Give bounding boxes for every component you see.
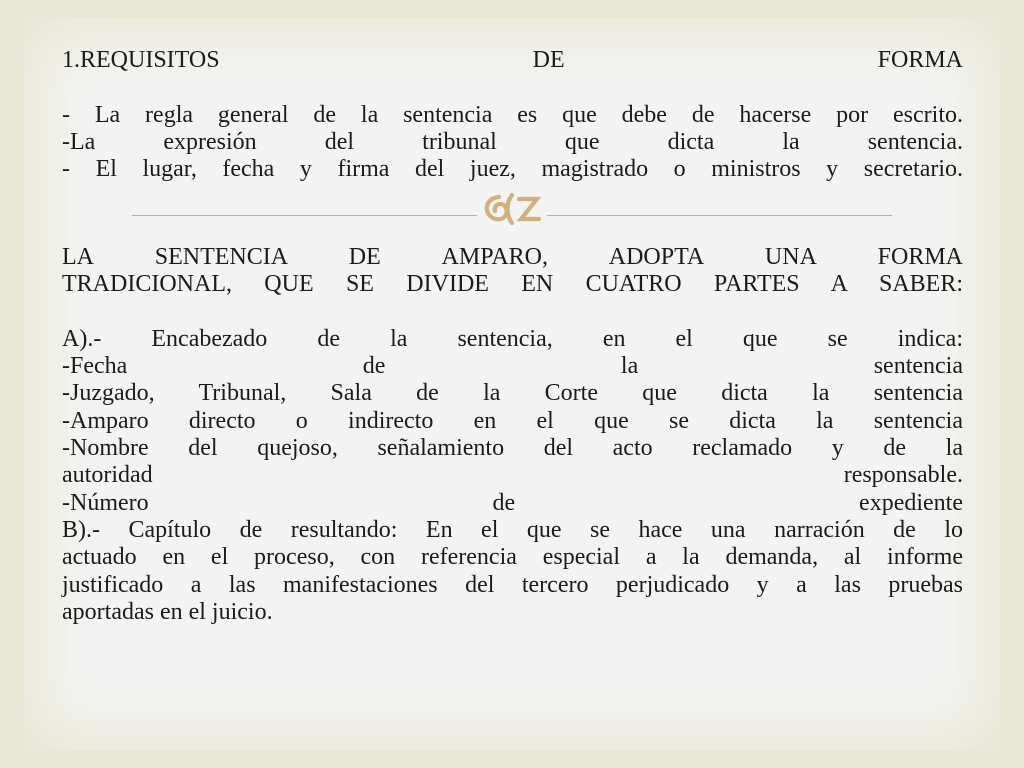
- requirement-line: - La regla general de la sentencia es que debe de hacerse por escrito.: [62, 101, 963, 128]
- requirement-line: - El lugar, fecha y firma del juez, magistrado o ministros y secretario.: [62, 156, 963, 183]
- divider-rule-left: [132, 215, 477, 216]
- heading-word: 1.REQUISITOS: [62, 47, 220, 73]
- body-line: -Juzgado, Tribunal, Sala de la Corte que dicta la sentencia: [62, 380, 963, 407]
- body-line: justificado a las manifestaciones del tercero perjudicado y a las pruebas: [62, 571, 963, 598]
- intro-line: LA SENTENCIA DE AMPARO, ADOPTA UNA FORMA: [62, 244, 963, 270]
- heading-word: FORMA: [877, 47, 963, 73]
- divider-rule-right: [547, 215, 892, 216]
- body-line: -Nombre del quejoso, señalamiento del acto reclamado y de la: [62, 435, 963, 462]
- section-heading: [62, 47, 963, 74]
- section-divider: [132, 199, 892, 219]
- body-line: autoridad responsable.: [62, 462, 963, 489]
- sentencia-amparo-section: [62, 244, 963, 626]
- intro-line: TRADICIONAL, QUE SE DIVIDE EN CUATRO PARTES A SABER:: [62, 271, 963, 298]
- body-line: -Fecha de la sentencia: [62, 353, 963, 380]
- body-line: aportadas en el juicio.: [62, 598, 273, 625]
- requisitos-section: [62, 47, 963, 183]
- body-line: actuado en el proceso, con referencia especial a la demanda, al informe: [62, 544, 963, 571]
- body-line: B).- Capítulo de resultando: En el que se hace una narración de lo: [62, 516, 963, 543]
- requirement-line: -La expresión del tribunal que dicta la sentencia.: [62, 128, 963, 155]
- body-line: -Amparo directo o indirecto en el que se dicta la sentencia: [62, 407, 963, 434]
- ornamental-flourish-icon: [479, 191, 545, 227]
- body-line: -Número de expediente: [62, 489, 963, 516]
- body-line: A).- Encabezado de la sentencia, en el que se indica:: [62, 325, 963, 352]
- heading-word: DE: [532, 47, 565, 73]
